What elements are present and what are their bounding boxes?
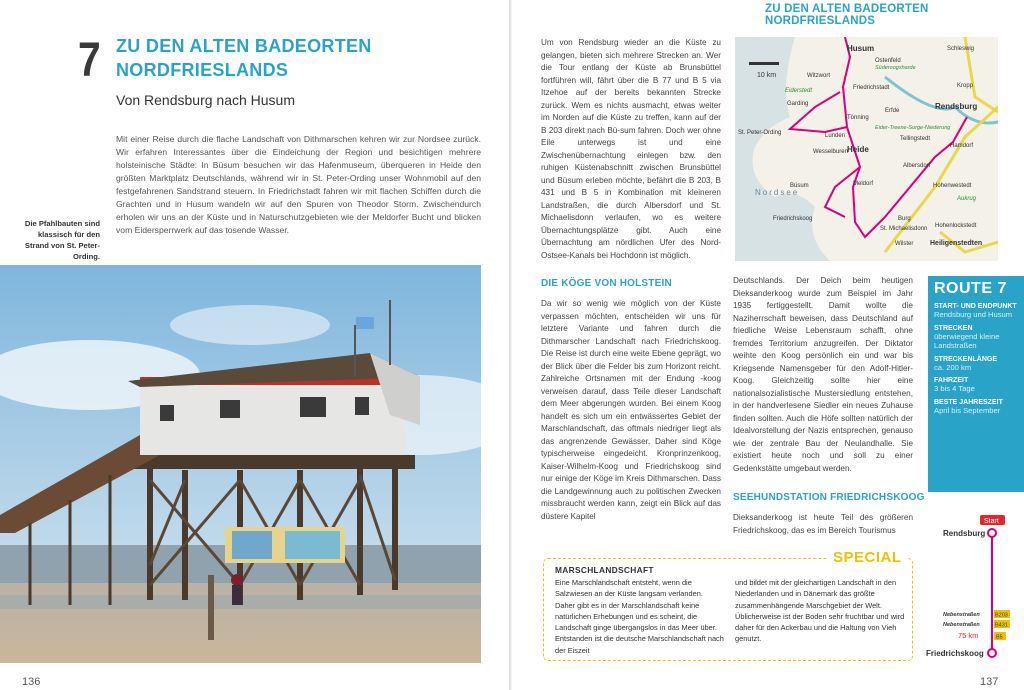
map-label: St. Michaelisdonn: [880, 226, 928, 232]
map-label: Hohenwestedt: [933, 183, 972, 189]
map-label: Rendsburg: [935, 102, 978, 111]
page-number-right: 137: [980, 676, 999, 688]
route-map: [735, 37, 998, 261]
map-label: Hohenlockstedt: [935, 223, 977, 229]
road-number: B5: [996, 634, 1003, 641]
map-label: Süderoogsharde: [875, 65, 916, 71]
photo-stilt-house: [0, 265, 481, 663]
special-col1: Eine Marschlandschaft entsteht, wenn die Salzwiesen an der Küste langsam verlanden. Daher gibt es in der Marschlandschaft keine natürlichen Erhebungen und es scheint, die Landschaft ginge übergangslos in das Meer über. Entstanden ist die deutsche Marschlandschaft nach der Eiszeit: [555, 578, 724, 655]
map-label: Erfde: [885, 108, 900, 114]
map-label: Meldorf: [853, 181, 874, 187]
map-label: Husum: [847, 44, 875, 53]
map-label: Lunden: [825, 133, 846, 139]
special-heading: MARSCHLANDSCHAFT: [555, 565, 654, 575]
map-scale: 10 km: [757, 72, 777, 79]
map-label: Wilster: [895, 241, 914, 247]
route-label: FAHRZEIT: [934, 377, 969, 384]
map-label: Kropp: [957, 83, 974, 89]
map-label: Aukrug: [957, 196, 977, 202]
distance-label: 75 km: [958, 631, 979, 640]
route-label: STRECKEN: [934, 324, 973, 332]
map-label: Ostenfeld: [875, 58, 901, 64]
map-label: Nordsee: [755, 188, 800, 197]
col2-top-text: Deutschlands. Der Deich beim heutigen Dieksanderkoog wurde zum Beispiel im Jahr 1935 fertiggestellt. Damit wollte die Naziherrschaft beweisen, dass Deutschland auf friedliche Weise Lebensraum schafft, ohne fremdes Territorium anzugreifen. Der Diktator weihte den Koog persönlich ein und war bis Kriegsende Namensgeber für den Adolf-Hitler-Koog. Gleichzeitig sollte hier eine nationalsozialistische Mustersiedlung entstehen, in der handverlesene Siedler ein neues Zuhause finden sollten. Auch die Höfe sollten natürlich der Idealvorstellung der Nazis entsprechen, genauso wie der zentrale Bau der Neulandhalle. Sie existiert heute noch und soll zu einer Gedenkstätte umgebaut werden.: [733, 276, 913, 473]
route-value: 3 bis 4 Tage: [934, 384, 975, 393]
road-number: B203: [995, 612, 1008, 619]
heading-koege: DIE KÖGE VON HOLSTEIN: [541, 278, 672, 289]
route-label: BESTE JAHRESZEIT: [934, 398, 1003, 406]
chapter-title: ZU DEN ALTEN BADEORTEN NORDFRIESLANDS: [116, 36, 372, 80]
map-label: Friedrichstadt: [853, 85, 890, 91]
route-title: ROUTE 7: [934, 280, 1007, 297]
map-label: Tellingstedt: [900, 136, 931, 142]
route-label: STRECKENLÄNGE: [934, 355, 998, 363]
route-info-box: [928, 276, 1024, 492]
route-value: überwiegend kleine Landstraßen: [934, 331, 1000, 350]
map-label: Witzwort: [807, 73, 830, 79]
chapter-number: 7: [78, 34, 101, 87]
col1-bottom-text: Da wir so wenig wie möglich von der Küste verpassen möchten, entscheiden wir uns für letztere Variante und fahren durch die Dithmarscher Landschaft nach Friedrichskoog. Die Reise ist durch eine weite Ebene geprägt, wo der Blick über die Felder bis zum Horizont reicht. Zahlreiche Ortsnamen mit der Endung -koog verweisen darauf, dass Teile dieser Landschaft dem Meer abgerungen wurden. Bei einem Koog handelt es sich um ein entwässertes Gebiet der Marschlandschaft, das oftmals niedriger liegt als das angrenzende Gewässer. Daher sind Köge typischerweise eingedeicht. Kronprinzenkoog, Kaiser-Wilhelm-Koog und Friedrichskoog sind nur einige der Köge im Kreis Dithmarschen. Dass die Landgewinnung auch zu politischen Zwecken missbraucht werden kann, zeigt ein Blick auf das düstere Kapitel: [541, 299, 721, 521]
intro-text: Mit einer Reise durch die flache Landschaft von Dithmarschen kehren wir zur Nordsee zurück. Wir erfahren Interessantes über die Eindeichung der Region und besichtigen mehrere holsteinische Städte: In Büsum besuchen wir das Hafenmuseum, überqueren in Heide den größten Marktplatz Deutschlands, während wir in St. Peter-Ording unser Wohnmobil auf den festgefahrenen Sandstrand steuern. In Friedrichstadt fahren wir mit flachen Schiffen durch die Grachten und in Husum wandeln wir auf den Spuren von Theodor Storm. Zwischendurch erholen wir uns an der Küste und in Naturschutzgebieten wie der Meldorfer Bucht und blicken vom Eidersperrwerk auf das tosende Wasser.: [116, 134, 481, 235]
photo-caption: Die Pfahlbauten sind klassisch für den Strand von St. Peter-Ording.: [24, 219, 100, 261]
route-strip: [918, 515, 1024, 665]
route-value: Rendsburg und Husum: [934, 310, 1013, 319]
map-label: Eider-Treene-Sorge-Niederung: [875, 125, 951, 131]
route-value: ca. 200 km: [934, 362, 972, 372]
map-label: Hamdorf: [950, 143, 974, 149]
road-label: Nebenstraßen: [943, 612, 980, 618]
map-label: Tönning: [847, 115, 869, 121]
heading-seehundstation: SEEHUNDSTATION FRIEDRICHSKOOG: [733, 492, 925, 503]
running-head: ZU DEN ALTEN BADEORTEN NORDFRIESLANDS: [765, 3, 929, 27]
map-label: Albersdorf: [903, 163, 931, 169]
start-badge: Start: [984, 518, 999, 525]
end-place: Friedrichskoog: [926, 649, 984, 658]
map-label: Heiligenstedten: [930, 240, 983, 247]
special-tag: SPECIAL: [828, 549, 907, 566]
road-number: B431: [995, 622, 1008, 629]
map-label: Eiderstedt: [785, 88, 813, 94]
map-label: Wesselburen: [813, 149, 848, 155]
map-label: Schleswig: [947, 46, 975, 52]
map-label: St. Peter-Ording: [738, 130, 782, 136]
route-value: April bis September: [934, 405, 1001, 415]
page-number-left: 136: [22, 676, 41, 688]
col2-bottom-text: Dieksanderkoog ist heute Teil des größeren Friedrichskoog, das es im Bereich Tourismus: [733, 513, 913, 535]
map-label: Heide: [847, 145, 869, 154]
col1-top-text: Um von Rendsburg wieder an die Küste zu gelangen, bieten sich mehrere Strecken an. Wer die Tour entlang der Küste ab Brunsbüttel fortführen will, fährt über die B 77 und B 5 via Itzehoe auf der bereits bekannten Strecke zurück. Wem es nichts ausmacht, etwas weiter im Norden auf die Küste zu treffen, kann auf der B 203 direkt nach Bü-sum fahren. Doch wer ohne Eile unterwegs ist und eine Zwischenübernachtung einlegen bzw. den ruhigen Küstenabschnitt zwischen Brunsbüttel und Büsum erleben möchte, befährt die B 203, B 431 und B 5 in Kombination mit kleineren Landstraßen, die durch Albersdorf und St. Michaelisdonn verlaufen, wo es weitere Übernachtungsplätze gibt. Auch eine Übernachtung am nördlichen Ufer des Nord-Ostsee-Kanals bei Hochdonn ist möglich.: [541, 38, 721, 260]
start-place: Rendsburg: [943, 529, 986, 538]
road-label: Nebenstraßen: [943, 622, 980, 628]
map-label: Friedrichskoog: [773, 216, 813, 222]
route-label: START- UND ENDPUNKT: [934, 303, 1017, 310]
map-label: Burg: [898, 216, 911, 222]
left-page: [0, 0, 510, 690]
special-col2: und bildet mit der gleichartigen Landschaft in den Niederlanden und in Dänemark das größte zusammenhängende Marschgebiet der Welt. Üblicherweise ist der Boden sehr fruchtbar und wird daher für den Ackerbau und die Haltung von Vieh genutzt.: [735, 578, 905, 644]
map-label: Büsum: [790, 183, 809, 189]
map-label: Garding: [787, 101, 809, 107]
chapter-subtitle: Von Rendsburg nach Husum: [116, 92, 295, 108]
